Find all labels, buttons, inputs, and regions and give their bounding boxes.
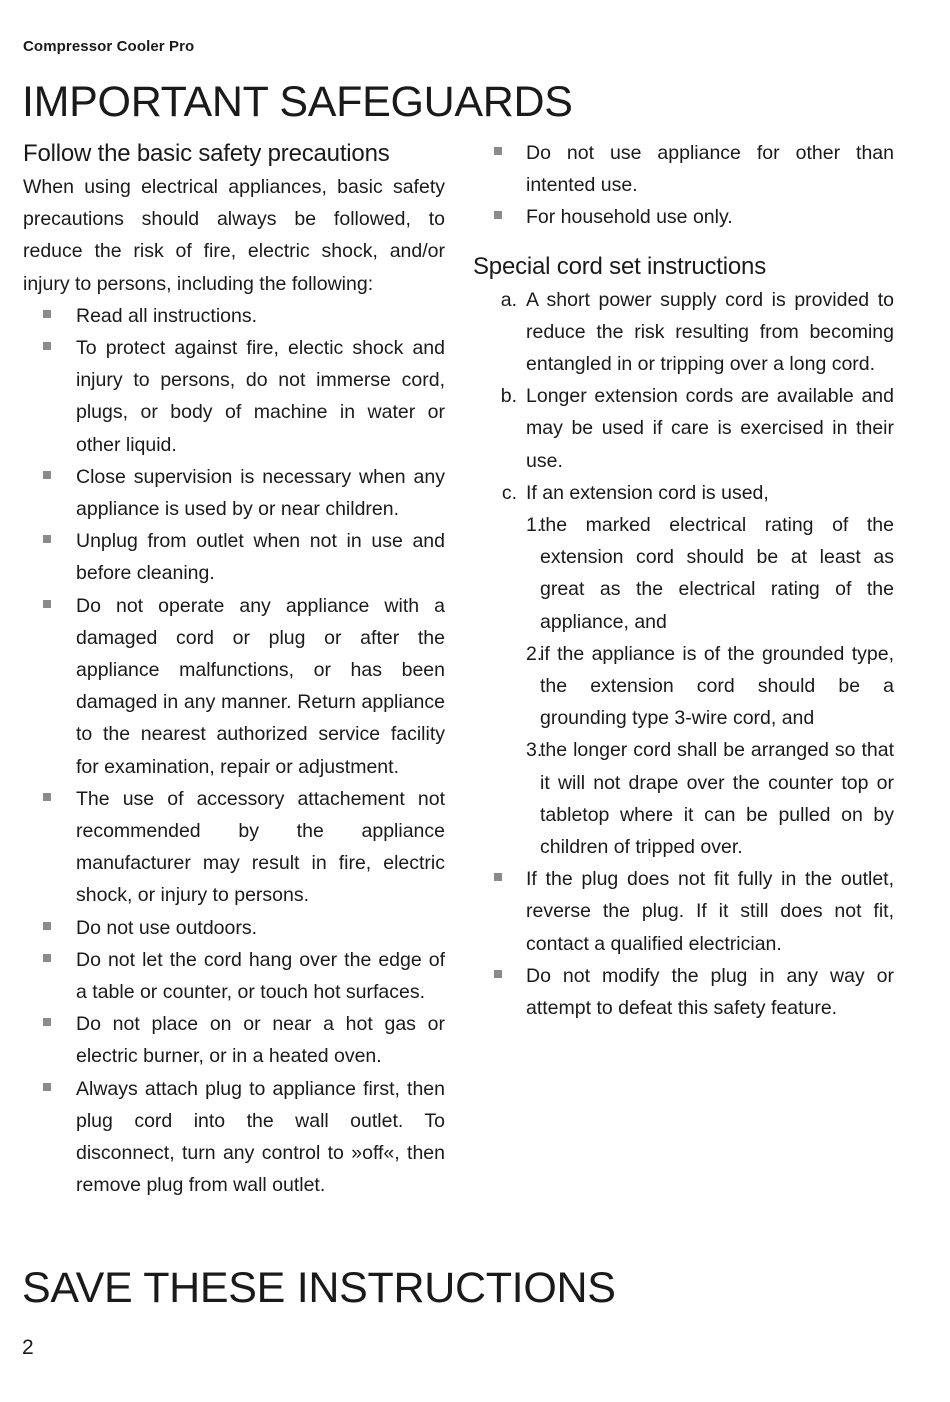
square-bullet-icon bbox=[43, 922, 51, 930]
square-bullet-icon bbox=[43, 310, 51, 318]
list-item: Do not use appliance for other than intented use. bbox=[473, 137, 894, 201]
square-bullet-icon bbox=[494, 211, 502, 219]
left-column bbox=[23, 137, 445, 1202]
list-item: b. Longer extension cords are available and may be used if care is exercised in their use. bbox=[473, 380, 894, 477]
sub-list-item: 1. the marked electrical rating of the extension cord should be at least as great as the electrical rating of the appliance, and bbox=[526, 509, 894, 638]
page-number: 2 bbox=[22, 1336, 34, 1359]
page-title: IMPORTANT SAFEGUARDS bbox=[22, 78, 573, 126]
intro-paragraph: When using electrical appliances, basic safety precautions should always be followed, to reduce the risk of fire, electric shock, and/or injury to persons, including the following: bbox=[23, 176, 445, 295]
square-bullet-icon bbox=[43, 535, 51, 543]
sub-list-number: 1. bbox=[526, 514, 543, 537]
sub-list-number: 2. bbox=[526, 642, 543, 665]
square-bullet-icon bbox=[494, 147, 502, 155]
square-bullet-icon bbox=[43, 342, 51, 350]
list-item: a. A short power supply cord is provided to reduce the risk resulting from becoming entangled in or tripping over a long cord. bbox=[473, 284, 894, 381]
list-item: Do not operate any appliance with a damaged cord or plug or after the appliance malfunctions, or has been damaged in any manner. Return appliance to the nearest authorized service facility for examination, repair or adjustment. bbox=[23, 590, 445, 783]
square-bullet-icon bbox=[494, 970, 502, 978]
list-item: To protect against fire, electic shock and injury to persons, do not immerse cord, plugs, or body of machine in water or other liquid. bbox=[23, 332, 445, 461]
brand-name: Compressor Cooler Pro bbox=[23, 38, 195, 55]
list-item: The use of accessory attachement not recommended by the appliance manufacturer may result in fire, electric shock, or injury to persons. bbox=[23, 783, 445, 912]
extension-cord-sublist bbox=[526, 509, 894, 863]
sub-list-item: 2. if the appliance is of the grounded type, the extension cord should be a grounding type 3-wire cord, and bbox=[526, 638, 894, 735]
square-bullet-icon bbox=[43, 1018, 51, 1026]
square-bullet-icon bbox=[494, 873, 502, 881]
list-item: Unplug from outlet when not in use and before cleaning. bbox=[23, 525, 445, 589]
list-item: Close supervision is necessary when any appliance is used by or near children. bbox=[23, 461, 445, 525]
sub-list-number: 3. bbox=[526, 739, 543, 762]
safety-precautions-heading: Follow the basic safety precautions bbox=[23, 140, 390, 167]
list-marker: a. bbox=[500, 288, 517, 311]
square-bullet-icon bbox=[43, 1083, 51, 1091]
plug-list bbox=[473, 863, 894, 1024]
list-marker: c. bbox=[501, 481, 517, 504]
list-item: Do not modify the plug in any way or attempt to defeat this safety feature. bbox=[473, 960, 894, 1024]
cord-instructions-heading: Special cord set instructions bbox=[473, 252, 767, 280]
square-bullet-icon bbox=[43, 954, 51, 962]
cord-instructions-list bbox=[473, 284, 894, 864]
square-bullet-icon bbox=[43, 793, 51, 801]
safety-list bbox=[23, 300, 445, 1202]
list-item: Always attach plug to appliance first, then plug cord into the wall outlet. To disconnect, turn any control to »off«, then remove plug from wall outlet. bbox=[23, 1073, 445, 1202]
list-item: Do not let the cord hang over the edge of a table or counter, or touch hot surfaces. bbox=[23, 944, 445, 1008]
list-item: For household use only. bbox=[473, 201, 894, 233]
sub-list-item: 3. the longer cord shall be arranged so that it will not drape over the counter top or tabletop where it can be pulled on by children of tripped over. bbox=[526, 734, 894, 863]
list-item: c. If an extension cord is used, 1. the marked electrical rating of the extension cord should be at least as great as the electrical rating of the appliance, and 2. if the appliance is of the grounded type, the extension cord should be a grounding type 3-wire cord, and 3. the longer cord shall be arranged so that it will not drape over the counter top or tabletop where it can be pulled on by children of tripped over. bbox=[473, 477, 894, 863]
usage-list bbox=[473, 137, 894, 234]
list-item: Read all instructions. bbox=[23, 300, 445, 332]
right-column bbox=[473, 137, 894, 1024]
save-instructions-title: SAVE THESE INSTRUCTIONS bbox=[22, 1264, 616, 1312]
square-bullet-icon bbox=[43, 600, 51, 608]
list-marker: b. bbox=[500, 385, 517, 408]
list-item: Do not use outdoors. bbox=[23, 912, 445, 944]
list-item: Do not place on or near a hot gas or electric burner, or in a heated oven. bbox=[23, 1008, 445, 1072]
list-item: If the plug does not fit fully in the outlet, reverse the plug. If it still does not fit, contact a qualified electrician. bbox=[473, 863, 894, 960]
square-bullet-icon bbox=[43, 471, 51, 479]
